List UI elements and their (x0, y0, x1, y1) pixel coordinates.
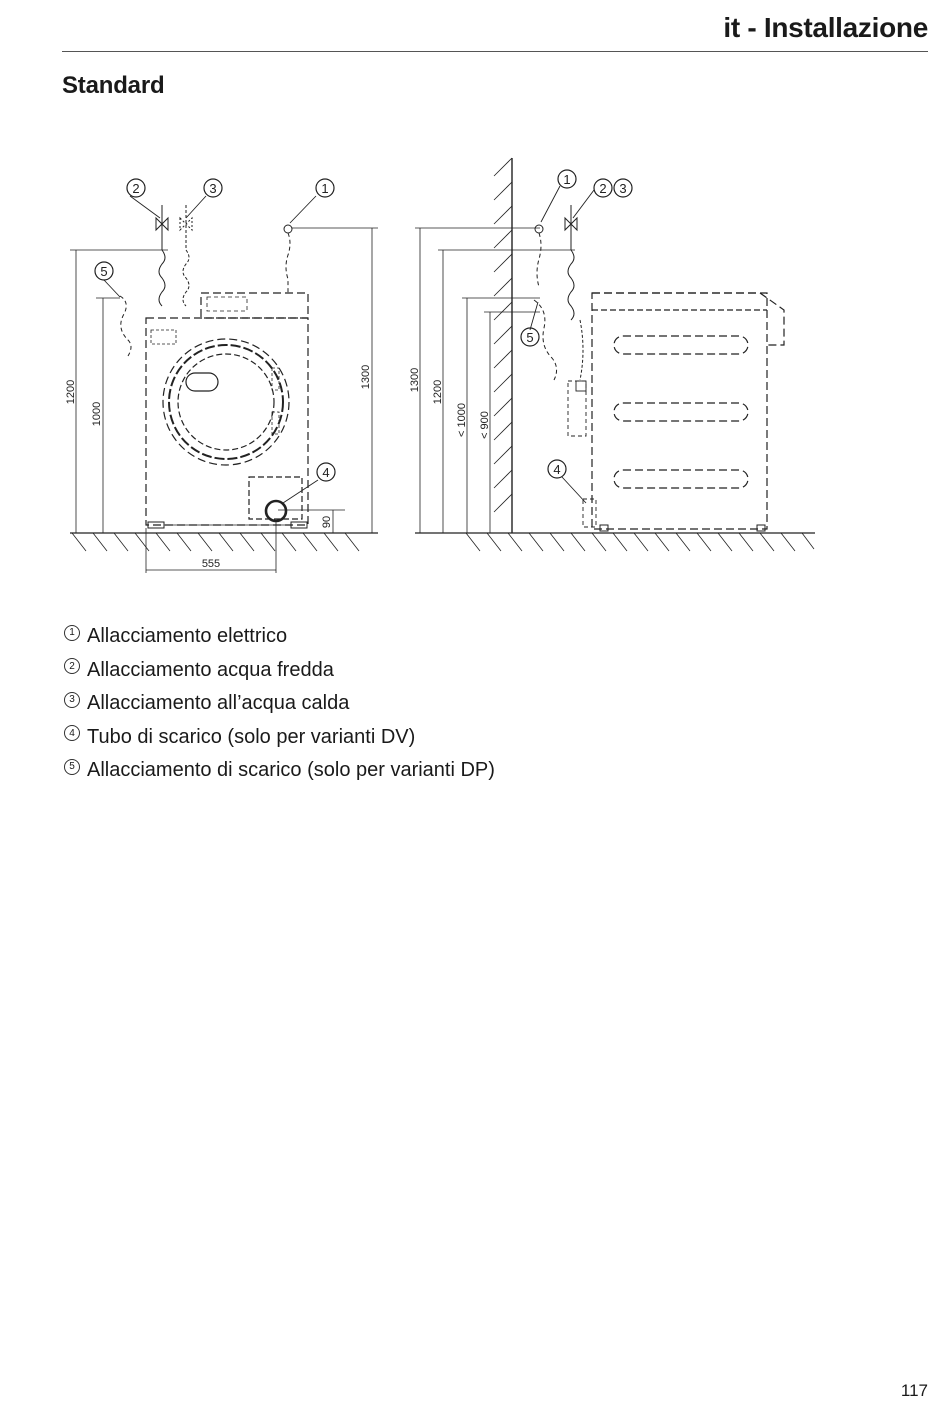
side-dim-lt1000-label: < 1000 (456, 403, 468, 437)
installation-diagram (0, 0, 950, 600)
legend-text: Tubo di scarico (solo per varianti DV) (87, 725, 416, 748)
side-dim-1300-label: 1300 (409, 367, 421, 393)
legend-text: Allacciamento acqua fredda (87, 658, 334, 681)
legend-number-badge: 4 (64, 725, 80, 741)
front-callout-1: 1 (321, 181, 329, 196)
installation-drawing (0, 0, 950, 600)
side-callout-3: 3 (619, 181, 627, 196)
side-callout-1: 1 (563, 172, 571, 187)
front-callout-4: 4 (322, 465, 330, 480)
front-dim-90-label: 90 (321, 515, 333, 529)
legend-text: Allacciamento all’acqua calda (87, 692, 350, 715)
legend-item (64, 654, 495, 688)
side-callout-2: 2 (599, 181, 607, 196)
front-floor-hatch (72, 533, 359, 551)
side-dim-1200-label: 1200 (432, 379, 444, 405)
front-door (163, 339, 289, 465)
side-floor-hatch (466, 533, 814, 551)
side-machine-body (592, 293, 767, 529)
front-dim-1200-label: 1200 (65, 379, 77, 405)
front-machine-body (146, 318, 308, 525)
legend-item (64, 687, 495, 721)
front-dim-1000-label: 1000 (91, 401, 103, 427)
legend-number-badge: 2 (64, 658, 80, 674)
side-callout-5: 5 (526, 330, 534, 345)
side-slot-middle (614, 403, 748, 421)
front-control-panel (151, 330, 176, 344)
legend-text: Allacciamento di scarico (solo per varianti DP) (87, 759, 495, 782)
legend-text: Allacciamento elettrico (87, 625, 288, 648)
front-callout-2: 2 (132, 181, 140, 196)
side-water-pipes (534, 205, 583, 380)
side-slot-top (614, 336, 748, 354)
legend-number-badge: 5 (64, 759, 80, 775)
front-drain-outlet (266, 501, 286, 521)
legend-number-badge: 1 (64, 625, 80, 641)
front-view (65, 179, 378, 573)
legend-item (64, 754, 495, 788)
side-wall-hatch (494, 158, 512, 512)
legend-list (64, 620, 495, 788)
side-callout-4: 4 (553, 462, 561, 477)
front-dim-555-label: 555 (201, 558, 221, 570)
page-number: 117 (900, 1381, 928, 1400)
side-slot-bottom (614, 470, 748, 488)
side-view (409, 158, 815, 551)
front-callout-5: 5 (100, 264, 108, 279)
side-dim-lt900-label: < 900 (479, 411, 491, 439)
legend-item (64, 721, 495, 755)
front-callout-3: 3 (209, 181, 217, 196)
legend-item (64, 620, 495, 654)
front-service-hatch (249, 477, 302, 519)
legend-number-badge: 3 (64, 692, 80, 708)
section-title: Standard (62, 72, 165, 99)
header-title: it - Installazione (723, 12, 928, 43)
front-dim-1300-label: 1300 (360, 364, 372, 390)
